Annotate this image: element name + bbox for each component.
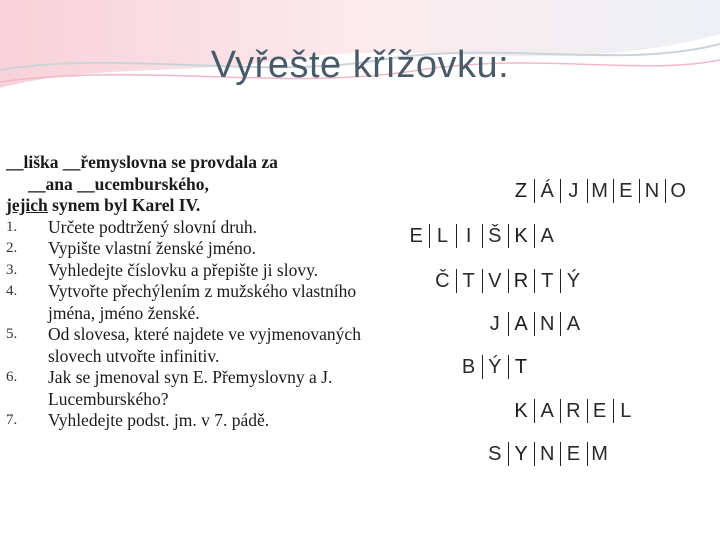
crossword-cell-divider	[560, 442, 561, 466]
crossword-cell-divider	[534, 269, 535, 293]
task-list	[6, 217, 366, 432]
task-item	[6, 217, 366, 239]
crossword-cell-divider	[508, 312, 509, 336]
crossword-cell-divider	[456, 269, 457, 293]
crossword-cell-divider	[508, 224, 509, 248]
crossword-cell-divider	[587, 179, 588, 203]
crossword-letter: Ý	[566, 270, 581, 292]
task-number: 1.	[6, 218, 18, 235]
task-text: Vytvořte přechýlením z mužského vlastního jména, jméno ženské.	[48, 281, 357, 323]
task-number: 6.	[6, 369, 18, 385]
crossword-letter: M	[591, 180, 608, 202]
intro-line-1: __liška __řemyslovna se provdala za	[6, 152, 278, 172]
crossword-letter: T	[462, 270, 475, 292]
crossword-letter: N	[539, 443, 555, 465]
crossword-cell-divider	[639, 179, 640, 203]
task-number: 4.	[6, 283, 18, 299]
crossword-cell-divider	[613, 399, 614, 423]
task-item	[6, 324, 366, 367]
crossword-letter: Z	[514, 180, 528, 202]
page-title: Vyřešte křížovku:	[210, 44, 510, 86]
crossword-cell-divider	[560, 312, 561, 336]
crossword-cell-divider	[534, 224, 535, 248]
crossword-cell-divider	[534, 179, 535, 203]
crossword-cell-divider	[508, 442, 509, 466]
task-item	[6, 238, 366, 260]
crossword-letter: K	[514, 225, 528, 247]
crossword-letter: I	[465, 225, 472, 247]
crossword-letter: N	[539, 313, 555, 335]
crossword-cell-divider	[482, 355, 483, 379]
task-text: Vyhledejte podst. jm. v 7. pádě.	[48, 410, 270, 430]
crossword-cell-divider	[482, 269, 483, 293]
crossword-cell-divider	[665, 179, 666, 203]
crossword-letter: R	[566, 400, 581, 422]
crossword-letter: A	[540, 225, 554, 247]
task-item	[6, 367, 366, 410]
task-text: Vypište vlastní ženské jméno.	[48, 238, 257, 258]
crossword-letter: E	[566, 443, 581, 465]
crossword-letter: A	[566, 313, 581, 335]
crossword-cell-divider	[534, 399, 535, 423]
crossword-letter: J	[568, 180, 579, 202]
task-number: 3.	[6, 261, 18, 278]
crossword-letter: T	[541, 270, 554, 292]
task-item	[6, 410, 366, 432]
crossword-letter: Č	[435, 270, 450, 292]
crossword-cell-divider	[456, 224, 457, 248]
task-text: Vyhledejte číslovku a přepište ji slovy.	[48, 259, 319, 280]
crossword-letter: A	[514, 313, 528, 335]
crossword-letter: L	[436, 225, 448, 247]
crossword-letter: A	[540, 400, 554, 422]
crossword-letter: N	[644, 180, 660, 202]
crossword-cell-divider	[534, 312, 535, 336]
crossword-letter: J	[489, 313, 500, 335]
crossword-letter: Á	[540, 180, 554, 202]
crossword-cell-divider	[429, 224, 430, 248]
crossword-cell-divider	[534, 442, 535, 466]
task-text: Určete podtržený slovní druh.	[48, 216, 257, 237]
intro-paragraph	[6, 152, 366, 217]
crossword-letter: M	[591, 443, 608, 465]
crossword-letter: V	[488, 270, 502, 292]
intro-line-2: __ana __ucemburského,	[28, 173, 209, 194]
crossword-letter: Š	[488, 225, 502, 247]
crossword-letter: Ý	[488, 356, 502, 378]
task-item	[6, 260, 366, 282]
crossword-cell-divider	[587, 442, 588, 466]
crossword-cell-divider	[508, 269, 509, 293]
crossword-letter: K	[514, 400, 528, 422]
task-number: 5.	[6, 326, 18, 342]
crossword-letter: S	[488, 443, 502, 465]
crossword-cell-divider	[613, 179, 614, 203]
crossword-cell-divider	[587, 399, 588, 423]
crossword-cell-divider	[560, 399, 561, 423]
crossword-letter: R	[513, 270, 529, 292]
assignment-text	[6, 152, 366, 432]
crossword-cell-divider	[560, 269, 561, 293]
crossword-letter: L	[620, 400, 632, 422]
task-text: Jak se jmenoval syn E. Přemyslovny a J. Lucemburského?	[48, 367, 333, 409]
task-item	[6, 281, 366, 324]
crossword-cell-divider	[560, 179, 561, 203]
intro-line-3: synem byl Karel IV.	[47, 195, 201, 215]
crossword-cell-divider	[482, 224, 483, 248]
crossword-letter: B	[461, 356, 476, 378]
task-number: 7.	[6, 412, 18, 428]
task-text: Od slovesa, které najdete ve vyjmenovaných slovech utvořte infinitiv.	[48, 324, 361, 366]
crossword-letter: O	[670, 180, 686, 202]
crossword-letter: Y	[514, 443, 528, 465]
crossword-letter: T	[514, 356, 528, 378]
underlined-word: jejich	[6, 195, 48, 215]
crossword-letter: E	[592, 400, 607, 422]
crossword-letter: E	[409, 225, 423, 247]
crossword-cell-divider	[508, 355, 509, 379]
task-number: 2.	[6, 240, 18, 256]
crossword-letter: E	[619, 180, 633, 202]
